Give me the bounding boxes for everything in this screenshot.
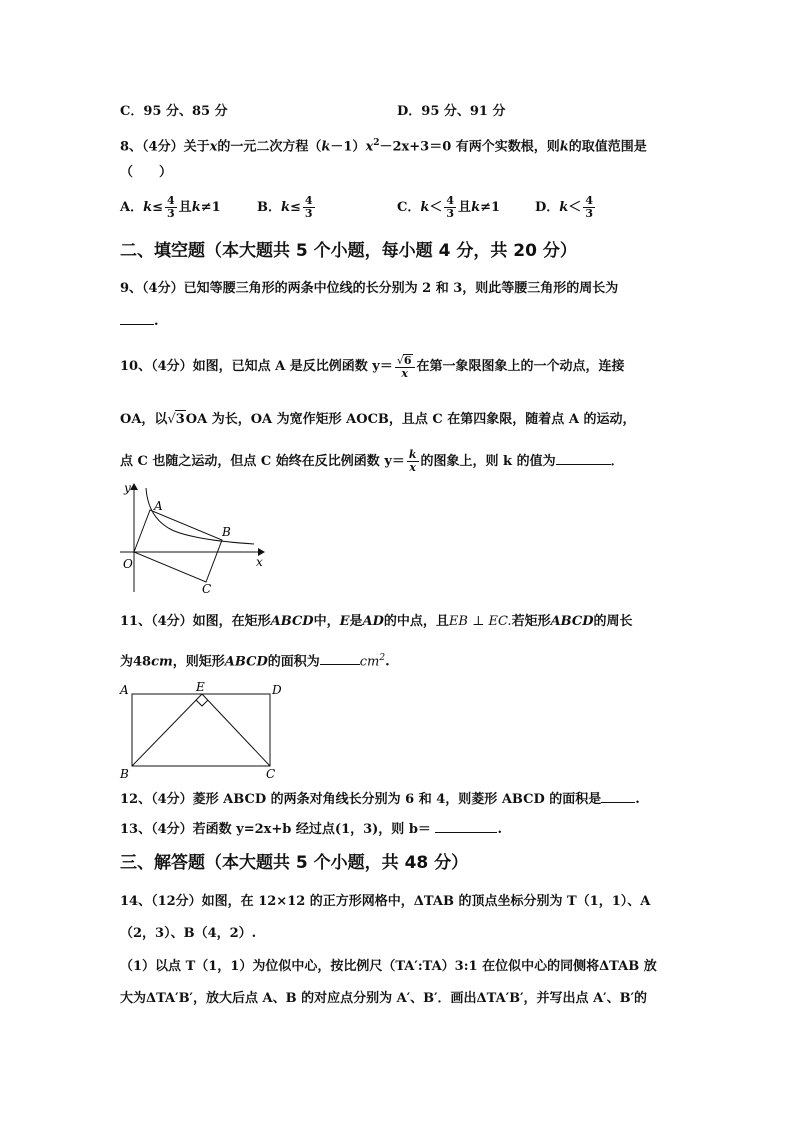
q14-line-1: 14、（12分）如图，在 12×12 的正方形网格中，ΔTAB 的顶点坐标分别为 T（1，1）、A <box>120 894 651 909</box>
section-heading-solve: 三、解答题（本大题共 5 个小题，共 48 分） <box>120 853 469 873</box>
label-c: C <box>202 582 212 596</box>
q9-answer-line: . <box>120 312 159 331</box>
q8-option-b: B．k≤ $\frac{4}{3}$ <box>257 194 313 220</box>
q11-figure <box>116 680 286 782</box>
rectangle-aocb <box>134 510 222 582</box>
fraction-k-over-x: $\frac{k}{x}$ <box>408 448 417 474</box>
q14-line-3: （1）以点 T（1，1）为位似中心，按比例尺（TA′:TA）3:1 在位似中心的同侧将ΔTAB 放 <box>120 959 657 974</box>
curve-sqrt6-over-x <box>146 488 254 544</box>
q10-line-3: 点 C 也随之运动，但点 C 始终在反比例函数 y＝ $\frac{k}{x}$ 的图象上，则 k 的值为 ． <box>120 448 624 474</box>
q11-line-1: 11、（4分）如图，在矩形ABCD中，E是AD的中点，且EB ⊥ EC.若矩形ABCD的周长 <box>120 614 633 629</box>
q12-stem: 12、（4分）菱形 ABCD 的两条对角线长分别为 6 和 4，则菱形 ABCD 的面积是 . <box>120 792 640 807</box>
fraction-sqrt6-over-x: $\frac{√6}{x}$ <box>395 354 415 380</box>
q10-line-2: OA，以√3OA 为长，OA 为宽作矩形 AOCB，且点 C 在第四象限，随着点 A 的运动， <box>120 412 636 427</box>
q13-stem: 13、（4分）若函数 y=2x+b 经过点(1，3)，则 b＝ . <box>120 822 502 837</box>
segment-ec <box>202 694 270 766</box>
label-e: E <box>196 680 205 694</box>
q8-option-d: D．k＜ $\frac{4}{3}$ <box>535 194 593 220</box>
label-b: B <box>222 525 231 539</box>
fraction-4-3: $\frac{4}{3}$ <box>167 194 175 220</box>
answer-blank[interactable] <box>556 452 611 465</box>
q8-stem: 8、（4分）关于x的一元二次方程$(k-1)x^2-2x+3=0$ 有两个实数根，则k的取值范围是 <box>120 138 647 155</box>
q9-stem: 9、（4分）已知等腰三角形的两条中位线的长分别为 2 和 3，则此等腰三角形的周长为 <box>120 281 619 296</box>
q7-option-c: C．95 分、85 分 <box>120 104 228 119</box>
fraction-4-3: $\frac{4}{3}$ <box>446 194 455 220</box>
right-angle-mark <box>196 700 208 706</box>
label-a: A <box>154 499 163 513</box>
answer-blank[interactable] <box>435 820 497 833</box>
q10-figure <box>114 478 270 596</box>
section-heading-fill-in: 二、填空题（本大题共 5 个小题，每小题 4 分，共 20 分） <box>120 241 577 261</box>
label-b: B <box>120 767 129 781</box>
fraction-4-3: $\frac{4}{3}$ <box>585 194 593 220</box>
label-d: D <box>272 683 282 697</box>
fraction-4-3: $\frac{4}{3}$ <box>304 194 313 220</box>
label-o: O <box>123 557 133 571</box>
q14-line-4: 大为ΔTA′B′，放大后点 A、B 的对应点分别为 A′、B′．画出ΔTA′B′，并写出点 A′、B′的 <box>120 991 647 1006</box>
segment-eb <box>132 694 202 766</box>
q8-option-a: A．k≤ $\frac{4}{3}$ 且k≠1 <box>120 194 221 220</box>
q8-option-c: C．k＜ $\frac{4}{3}$ 且k≠1 <box>397 194 501 220</box>
label-x: x <box>256 555 263 569</box>
answer-blank[interactable] <box>120 312 154 325</box>
answer-blank[interactable] <box>320 652 360 665</box>
q7-option-d: D．95 分、91 分 <box>397 104 506 119</box>
q8-paren: （ ） <box>120 165 173 180</box>
q14-line-2: （2，3）、B（4，2）. <box>120 926 257 941</box>
label-c: C <box>266 767 276 781</box>
q11-line-2: 为48cm，则矩形ABCD的面积为 $cm^2$. <box>120 653 390 670</box>
q10-line-1: 10、（4分）如图，已知点 A 是反比例函数 y＝ $\frac{√6}{x}$ 在第一象限图象上的一个动点，连接 <box>120 353 625 380</box>
label-y: y <box>124 481 131 495</box>
label-a: A <box>120 683 129 697</box>
answer-blank[interactable] <box>601 790 635 803</box>
